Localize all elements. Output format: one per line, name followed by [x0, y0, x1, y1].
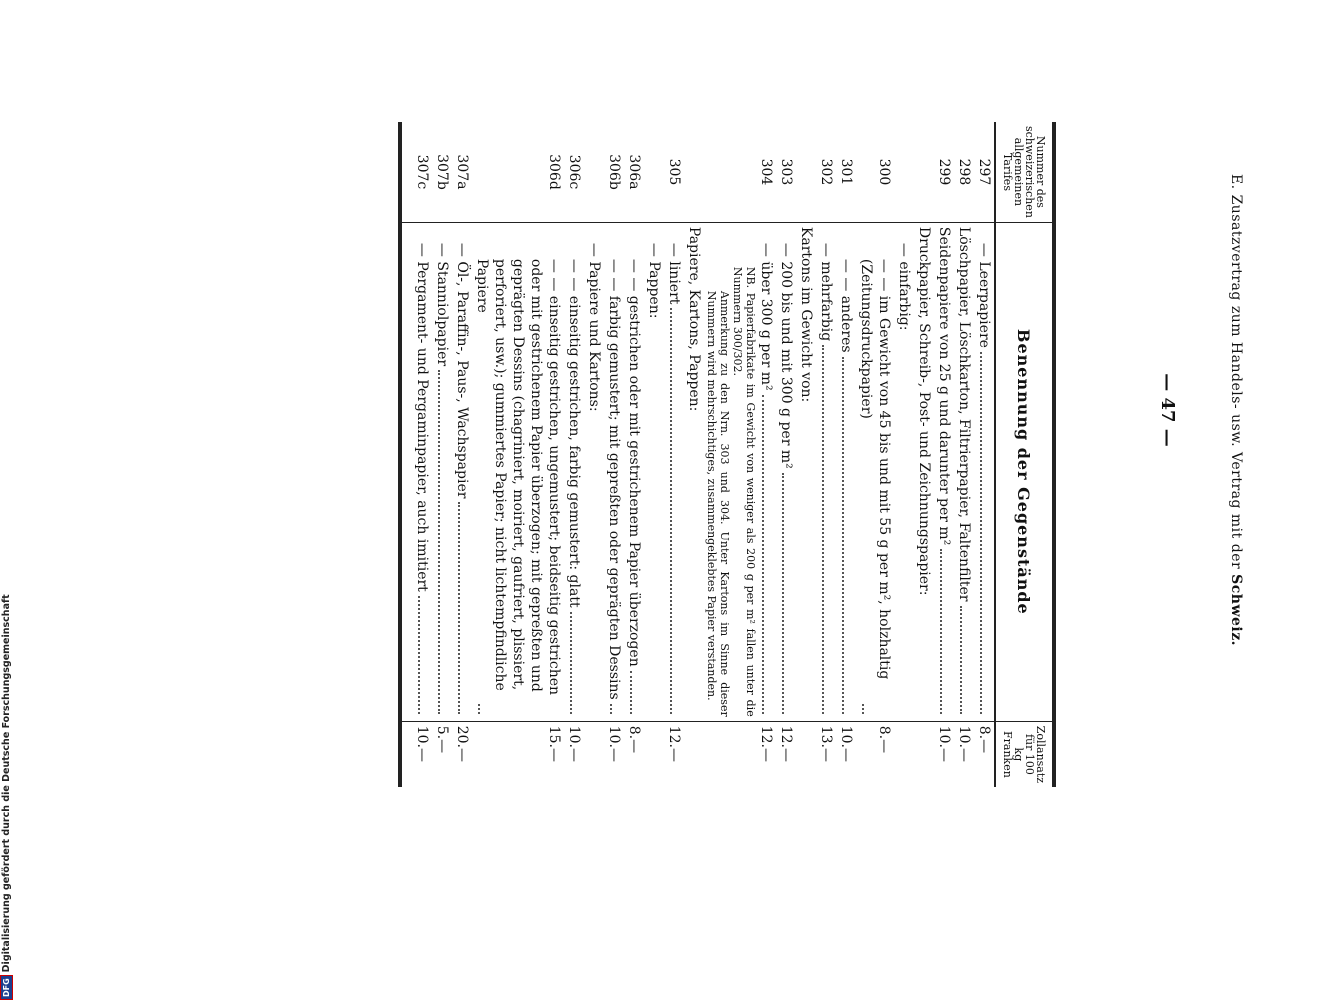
- tariff-table: [398, 122, 1056, 787]
- tariff-number: 306c: [564, 122, 584, 222]
- leader-dots: [478, 704, 563, 714]
- item-description-cell: [624, 222, 644, 721]
- header-title-text: E. Zusatzvertrag zum Handels- usw. Vertrag mit der: [1228, 173, 1244, 570]
- item-description: [585, 227, 603, 717]
- pad-cell: [400, 222, 412, 721]
- duty-rate: 10.—: [838, 725, 854, 762]
- tariff-number: 304: [704, 122, 776, 222]
- tariff-number: 307a: [452, 122, 472, 222]
- item-description-text: Seidenpapiere von 25 g und darunter per m²: [936, 226, 952, 546]
- table-row: [816, 122, 836, 787]
- item-description-text: Papiere, Kartons, Pappen:: [686, 226, 702, 412]
- duty-rate: 12.—: [666, 725, 682, 762]
- tariff-number: 297: [974, 122, 995, 222]
- item-description: [817, 227, 835, 717]
- item-description-text: — Öl-, Paraffin-, Paus-, Wachspapier: [454, 242, 470, 499]
- duty-rate: 10.—: [606, 725, 622, 762]
- tariff-number: [584, 122, 604, 222]
- item-description-cell: [452, 222, 472, 721]
- tariff-number: 303: [776, 122, 796, 222]
- duty-rate: [914, 721, 934, 787]
- item-description-text: — — gestrichen oder mit gestrichenem Papier überzogen: [626, 258, 642, 667]
- footnote-anmerkung: Anmerkung zu den Nrn. 303 und 304. Unter Kartons im Sinne dieser Nummern wird mehrschichtiges, zusammengeklebtes Papier verstanden.: [705, 290, 731, 717]
- column-header-rate: Zollansatz für 100 kg Franken: [995, 721, 1054, 787]
- table-row: [412, 122, 432, 787]
- item-description: [757, 227, 775, 717]
- item-description-text: Kartons im Gewicht von:: [798, 226, 814, 403]
- duty-rate: 10.—: [956, 725, 972, 762]
- table-row: [704, 122, 776, 787]
- tariff-number: 299: [934, 122, 954, 222]
- tariff-number: 306d: [472, 122, 564, 222]
- tariff-number: 300: [856, 122, 894, 222]
- item-description: [895, 227, 913, 717]
- digitization-note: [0, 594, 13, 1000]
- table-row: [564, 122, 584, 787]
- duty-rate: 12.—: [758, 725, 774, 762]
- item-description-cell: [412, 222, 432, 721]
- item-description-cell: [796, 222, 816, 721]
- item-description-text: — Pappen:: [646, 242, 662, 319]
- digitization-text: Digitalisierung gefördert durch die Deutsche Forschungsgemeinschaft: [1, 594, 12, 973]
- item-description: [777, 227, 795, 717]
- tariff-number: [684, 122, 704, 222]
- table-row: [644, 122, 664, 787]
- tariff-number: [796, 122, 816, 222]
- item-description: [685, 227, 703, 717]
- item-description: [625, 227, 643, 717]
- pad-cell: [400, 122, 412, 222]
- item-description-cell: [564, 222, 584, 721]
- leader-dots: [610, 704, 623, 714]
- footnote-nb: NB. Papierfabrikate im Gewicht von weniger als 200 g per m² fallen unter die Nummern 300/302.: [731, 266, 757, 717]
- tariff-number: 306a: [624, 122, 644, 222]
- item-description-text: — Pergament- und Pergaminpapier, auch imitiert: [414, 242, 430, 592]
- table-row: [432, 122, 452, 787]
- duty-rate: [584, 721, 604, 787]
- duty-rate: 10.—: [936, 725, 952, 762]
- item-description-text: — liniert: [666, 242, 682, 305]
- duty-rate: 8.—: [976, 725, 992, 754]
- item-description-cell: [664, 222, 684, 721]
- duty-rate: 15.—: [546, 725, 562, 762]
- item-description: [413, 227, 431, 717]
- item-description: [975, 227, 993, 717]
- duty-rate: 13.—: [818, 725, 834, 762]
- header-country: Schweiz.: [1228, 574, 1244, 647]
- leader-dots: [960, 606, 973, 714]
- dfg-logo: DFG: [0, 975, 13, 1000]
- leader-dots: [458, 502, 471, 713]
- item-description-text: — — einseitig gestrichen, farbig gemustert: glatt: [566, 258, 582, 608]
- duty-rate: [796, 721, 816, 787]
- item-description-cell: [836, 222, 856, 721]
- duty-rate: [644, 721, 664, 787]
- item-description-text: — — anderes: [838, 258, 854, 353]
- table-row: [604, 122, 624, 787]
- leader-dots: [570, 612, 583, 714]
- tariff-number: [914, 122, 934, 222]
- duty-rate: 8.—: [876, 725, 892, 754]
- item-description-cell: [684, 222, 704, 721]
- item-description-text: — 200 bis und mit 300 g per m²: [778, 242, 794, 469]
- tariff-number: 305: [664, 122, 684, 222]
- column-header-number: Nummer des schweizerischen allgemeinen Tarifes: [995, 122, 1054, 222]
- leader-dots: [862, 704, 893, 714]
- leader-dots: [762, 395, 775, 714]
- item-description-text: — — im Gewicht von 45 bis und mit 55 g per m², holzhaltig (Zeitungsdruckpapier): [858, 258, 892, 680]
- leader-dots: [630, 671, 643, 714]
- leader-dots: [940, 549, 953, 713]
- item-description-text: — Leerpapiere: [976, 242, 992, 348]
- page-header-title: [1228, 30, 1244, 790]
- item-description: [453, 227, 471, 717]
- duty-rate: 20.—: [454, 725, 470, 762]
- duty-rate: 5.—: [434, 725, 450, 754]
- table-header-row: [995, 122, 1054, 787]
- item-description: [645, 227, 663, 717]
- footnote-block: [705, 227, 757, 717]
- table-row: [584, 122, 604, 787]
- pad-cell: [400, 721, 412, 787]
- tariff-number: 302: [816, 122, 836, 222]
- tariff-number: 301: [836, 122, 856, 222]
- page-number: — 47 —: [1157, 373, 1178, 447]
- leader-dots: [980, 352, 993, 714]
- tariff-number: 307c: [412, 122, 432, 222]
- table-bottom-padding: [400, 122, 412, 787]
- item-description-text: — mehrfarbig: [818, 242, 834, 342]
- item-description-cell: [974, 222, 995, 721]
- item-description-text: Löschpapier, Löschkarton, Filtrierpapier, Faltenfilter: [956, 226, 972, 602]
- tariff-number: [894, 122, 914, 222]
- item-description-cell: [954, 222, 974, 721]
- table-row: [684, 122, 704, 787]
- duty-rate: [894, 721, 914, 787]
- duty-rate: 10.—: [566, 725, 582, 762]
- tariff-number: 298: [954, 122, 974, 222]
- rotated-page: [92, 30, 1252, 790]
- item-description-cell: [432, 222, 452, 721]
- table-row: [934, 122, 954, 787]
- table-row: [452, 122, 472, 787]
- item-description: [665, 227, 683, 717]
- item-description-text: Druckpapier, Schreib-, Post- und Zeichnungspapier:: [916, 226, 932, 596]
- duty-rate: 10.—: [414, 725, 430, 762]
- item-description-text: — — farbig gemustert; mit gepreßten oder geprägten Dessins: [606, 258, 622, 700]
- table-row: [796, 122, 816, 787]
- item-description: [935, 227, 953, 717]
- item-description-cell: [816, 222, 836, 721]
- item-description-cell: [584, 222, 604, 721]
- item-description-cell: [776, 222, 796, 721]
- table-row: [856, 122, 894, 787]
- table-row: [894, 122, 914, 787]
- item-description-cell: [894, 222, 914, 721]
- table-body: [400, 122, 995, 787]
- item-description-text: — — einseitig gestrichen, ungemustert; beidseitig gestrichen oder mit gestrichenem Papier überzogen; mit gepreßten und geprägten Dessins (chagriniert, moiriert, gaufriert, plissiert, perforiert, usw.); gummiertes Papier; nicht lichtempfindliche Papiere: [474, 258, 562, 696]
- leader-dots: [418, 596, 431, 714]
- item-description: [955, 227, 973, 717]
- table-row: [664, 122, 684, 787]
- item-description-text: — Stanniolpapier: [434, 242, 450, 367]
- item-description: [433, 227, 451, 717]
- item-description: [837, 227, 855, 717]
- item-description: [473, 227, 563, 717]
- tariff-number: 307b: [432, 122, 452, 222]
- item-description-cell: [934, 222, 954, 721]
- item-description-cell: [914, 222, 934, 721]
- table-row: [624, 122, 644, 787]
- table-row: [954, 122, 974, 787]
- item-description-cell: [644, 222, 664, 721]
- item-description: [857, 227, 893, 717]
- table-row: [914, 122, 934, 787]
- duty-rate: 8.—: [626, 725, 642, 754]
- item-description: [565, 227, 583, 717]
- item-description-text: — Papiere und Kartons:: [586, 242, 602, 412]
- tariff-number: [644, 122, 664, 222]
- item-description-cell: [856, 222, 894, 721]
- table-row: [974, 122, 995, 787]
- leader-dots: [842, 357, 855, 714]
- table-row: [776, 122, 796, 787]
- item-description-cell: [704, 222, 776, 721]
- item-description-cell: [604, 222, 624, 721]
- leader-dots: [438, 370, 451, 714]
- table-row: [836, 122, 856, 787]
- item-description-text: — einfarbig:: [896, 242, 912, 331]
- item-description-text: — über 300 g per m²: [758, 242, 774, 391]
- leader-dots: [782, 473, 795, 714]
- column-header-name: Benennung der Gegenstände: [995, 222, 1054, 721]
- item-description: [605, 227, 623, 717]
- leader-dots: [670, 308, 683, 713]
- item-description-cell: [472, 222, 564, 721]
- item-description: [915, 227, 933, 717]
- duty-rate: 12.—: [778, 725, 794, 762]
- leader-dots: [822, 345, 835, 713]
- tariff-number: 306b: [604, 122, 624, 222]
- item-description: [797, 227, 815, 717]
- table-row: [472, 122, 564, 787]
- duty-rate: [684, 721, 704, 787]
